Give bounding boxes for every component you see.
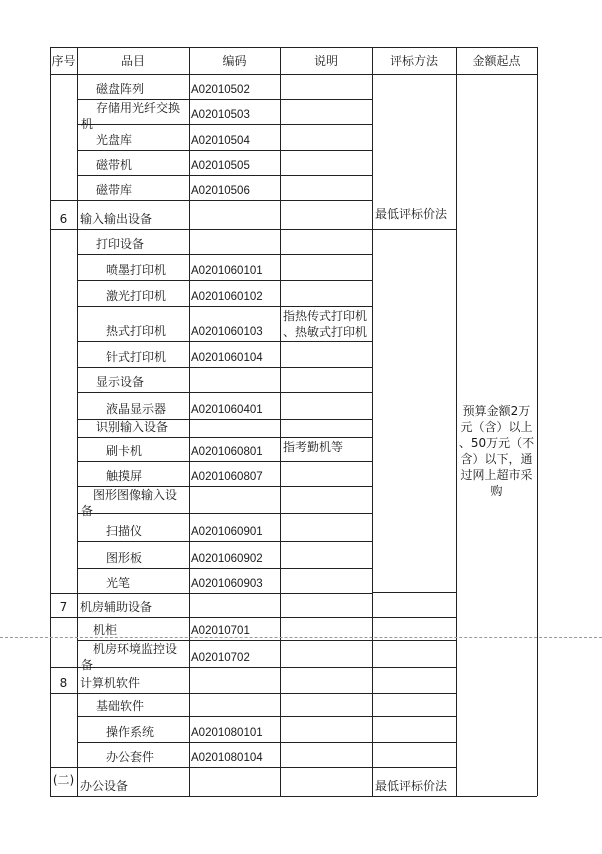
item-name: 喷墨打印机 [106, 263, 167, 277]
item-code: A0201060101 [191, 265, 263, 277]
seq-number: (二) [52, 773, 75, 787]
item-code: A0201060902 [191, 553, 263, 565]
item-name: 显示设备 [96, 375, 145, 389]
seq-number: 6 [59, 212, 68, 226]
row-border [77, 150, 372, 151]
item-name: 热式打印机 [106, 324, 167, 338]
threshold-note-line: 、50万元（不 [458, 436, 535, 450]
seq-border [50, 229, 77, 230]
table-bottom-border [50, 796, 372, 797]
method-border [372, 592, 456, 593]
item-name: 磁带库 [96, 183, 133, 197]
threshold-note-line: 元（含）以上 [460, 420, 533, 434]
item-name: 图形板 [106, 551, 143, 565]
fold-line [0, 637, 602, 638]
item-name: 针式打印机 [106, 350, 167, 364]
seq-border [50, 767, 77, 768]
row-border [77, 693, 372, 694]
row-border [77, 716, 372, 717]
threshold-note-line: 购 [490, 484, 503, 498]
row-border [77, 640, 372, 641]
item-name: 输入输出设备 [80, 212, 153, 226]
row-border [77, 280, 372, 281]
item-code: A0201060903 [191, 578, 263, 590]
item-code: A0201060104 [191, 352, 263, 364]
row-border [77, 513, 372, 514]
item-name: 存储用光纤交换 [96, 101, 181, 115]
table-top-border [50, 47, 537, 48]
method-border [372, 229, 456, 230]
row-border [50, 200, 372, 201]
column-border [77, 47, 78, 796]
row-border [77, 341, 372, 342]
item-description: 指考勤机等 [283, 440, 344, 454]
item-code: A0201060901 [191, 526, 263, 538]
row-border [77, 617, 372, 618]
item-name-continued: 备 [81, 658, 94, 672]
threshold-note-line: 含）以下，通 [460, 452, 533, 466]
item-name: 磁盘阵列 [96, 82, 145, 96]
item-name: 机房环境监控设 [93, 642, 178, 656]
item-code: A0201060103 [191, 326, 263, 338]
header-method: 评标方法 [389, 54, 438, 68]
column-border [372, 47, 373, 796]
method-border [372, 767, 456, 768]
column-border [537, 47, 538, 796]
row-border [77, 229, 372, 230]
row-border [77, 461, 372, 462]
threshold-note-line: 过网上超市采 [460, 468, 533, 482]
item-name: 磁带机 [96, 158, 133, 172]
item-code: A0201080101 [191, 727, 263, 739]
column-border [280, 47, 281, 796]
header-bottom-border [50, 74, 537, 75]
column-border [189, 47, 190, 796]
row-border [77, 367, 372, 368]
threshold-note-line: 预算金额2万 [462, 404, 531, 418]
row-border [77, 392, 372, 393]
row-border [77, 99, 372, 100]
seq-number: 8 [59, 676, 68, 690]
item-code: A02010701 [191, 625, 250, 637]
item-name: 机柜 [93, 623, 118, 637]
item-name: 扫描仪 [106, 524, 143, 538]
item-code: A0201060801 [191, 446, 263, 458]
item-code: A02010702 [191, 652, 250, 664]
header-item: 品目 [120, 54, 145, 68]
item-description-continued: 、热敏式打印机 [283, 325, 368, 339]
header-desc: 说明 [313, 54, 338, 68]
header-seq: 序号 [51, 54, 76, 68]
method-border [372, 742, 456, 743]
item-name: 识别输入设备 [96, 420, 169, 434]
method-border [372, 667, 456, 668]
item-name: 计算机软件 [80, 676, 141, 690]
seq-border [50, 617, 77, 618]
method-border [372, 693, 456, 694]
item-code: A0201060807 [191, 471, 263, 483]
header-threshold: 金额起点 [472, 54, 521, 68]
item-name: 触摸屏 [106, 469, 143, 483]
seq-number: 7 [59, 600, 68, 614]
row-border [50, 667, 372, 668]
item-name: 机房辅助设备 [80, 600, 153, 614]
table-bottom-border [372, 796, 537, 797]
method-border [372, 716, 456, 717]
item-name: 光笔 [106, 576, 131, 590]
item-code: A02010505 [191, 160, 250, 172]
row-border [77, 437, 372, 438]
item-code: A02010504 [191, 135, 250, 147]
method-border [372, 617, 456, 618]
item-name: 打印设备 [96, 237, 145, 251]
row-border [50, 593, 372, 594]
item-name: 激光打印机 [106, 289, 167, 303]
item-code: A02010503 [191, 109, 250, 121]
item-code: A02010502 [191, 84, 250, 96]
seq-border [50, 693, 77, 694]
item-name: 图形图像输入设 [93, 488, 178, 502]
item-name: 操作系统 [106, 725, 155, 739]
item-name: 光盘库 [96, 133, 133, 147]
item-code: A02010506 [191, 185, 250, 197]
item-description: 指热传式打印机 [283, 309, 368, 323]
row-border [77, 541, 372, 542]
item-name: 办公套件 [106, 750, 155, 764]
item-name: 基础软件 [96, 699, 145, 713]
evaluation-method: 最低评标价法 [375, 779, 448, 793]
item-name: 办公设备 [80, 779, 129, 793]
row-border [77, 742, 372, 743]
item-name: 液晶显示器 [106, 402, 167, 416]
row-border [77, 254, 372, 255]
evaluation-method: 最低评标价法 [375, 207, 448, 221]
row-border [77, 568, 372, 569]
item-code: A0201060102 [191, 291, 263, 303]
row-border [77, 486, 372, 487]
row-border [77, 306, 372, 307]
method-border [372, 640, 456, 641]
item-code: A0201060401 [191, 404, 263, 416]
header-code: 编码 [222, 54, 247, 68]
row-border [77, 124, 372, 125]
item-name-continued: 机 [81, 117, 94, 131]
row-border [77, 175, 372, 176]
item-name-continued: 备 [81, 504, 94, 518]
item-code: A0201080104 [191, 752, 263, 764]
item-name: 刷卡机 [106, 444, 143, 458]
row-border [77, 767, 372, 768]
